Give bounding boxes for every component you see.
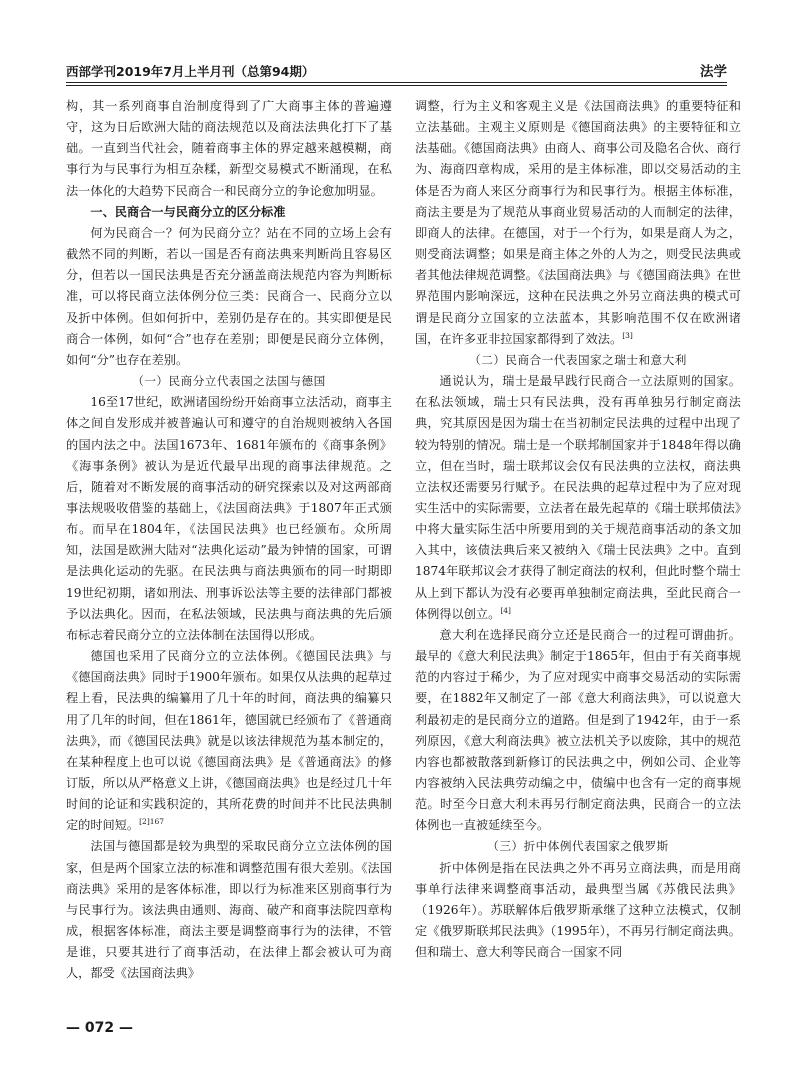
paragraph: 何为民商合一？何为民商分立？站在不同的立场上会有截然不同的判断，若以一国是否有商法典来判断尚且容易区分，但若以一国民法典是否充分涵盖商法规范内容为判断标准，可以将民商立法体例分位三类：民商合一、民商分立以及折中体例。但如何折中，差别仍是存在的。其实即便是民商合一体例，如何“合”也存在差别；即便是民商分立体例，如何“分”也存在差别。 [66, 225, 392, 367]
paragraph: 16至17世纪，欧洲诸国纷纷开始商事立法活动，商事主体之间自发形成并被普遍认可和遵守的自治规则被纳入各国的国内法之中。法国1673年、1681年颁布的《商事条例》《海事条例》被认为是近代最早出现的商事法律规范。之后，随着对不断发展的商事活动的研究探索以及对这两部商事法规吸收借鉴的基础上，《法国商法典》于1807年正式颁布。而早在1804年，《法国民法典》也已经颁布。众所周知，法国是欧洲大陆对“法典化运动”最为钟情的国家，可谓是法典化运动的先驱。在民法典与商法典颁布的同一时期即19世纪初期，诸如刑法、刑事诉讼法等主要的法律部门都被予以法典化。因而，在私法领域，民法典与商法典的先后颁布标志着民商分立的立法体制在法国得以形成。 [66, 395, 392, 642]
section-heading: 一、民商合一与民商分立的区分标准 [90, 204, 286, 219]
paragraph: 折中体例是指在民法典之外不再另立商法典，而是用商事单行法律来调整商事活动，最典型当属《苏俄民法典》（1926年）。苏联解体后俄罗斯承继了这种立法模式，仅制定《俄罗斯联邦民法典》（1995年），不再另行制定商法典。但和瑞士、意大利等民商合一国家不同 [415, 860, 741, 960]
paragraph: 法国与德国都是较为典型的采取民商分立立法体例的国家，但是两个国家立法的标准和调整范围有很大差别。《法国商法典》采用的是客体标准，即以行为标准来区别商事行为与民事行为。该法典由通则、海商、破产和商事法院四章构成，根据客体标准，商法主要是调整商事行为的法律，不管是谁，只要其进行了商事活动，在法律上都会被认可为商人，都受《法国商法典》 [66, 839, 392, 981]
citation-ref: [2]167 [139, 817, 165, 827]
subsection-heading: （一）民商分立代表国之法国与德国 [132, 374, 326, 389]
paragraph-text: 通说认为，瑞士是最早践行民商合一立法原则的国家。在私法领域，瑞士只有民法典，没有再单独另行制定商法典，究其原因是因为瑞士在当初制定民法典的过程中出现了较为特别的情况。瑞士是一个联邦制国家并于1848年得以确立，但在当时，瑞士联邦议会仅有民法典的立法权，商法典立法权还需要另行赋予。在民法典的起草过程中为了应对现实生活中的实际需要，立法者在最先起草的《瑞士联邦债法》中将大量实际生活中所要用到的关于规范商事活动的条文加入其中，该债法典后来又被纳入《瑞士民法典》之中。直到1874年联邦议会才获得了制定商法的权利，但此时整个瑞士从上到下都认为没有必要再单独制定商法典，至此民商合一体例得以创立。 [415, 374, 741, 621]
paragraph-text: 德国也采用了民商分立的立法体例。《德国民法典》与《德国商法典》同时于1900年颁布。如果仅从法典的起草过程上看，民法典的编纂用了几十年的时间，商法典的编纂只用了几年的时间，但在1861年，德国就已经颁布了《普通商法典》，而《德国民法典》就是以该法律规范为基本制定的，在某种程度上也可以说《德国商法典》是《普通商法》的修订版，所以从严格意义上讲，《德国商法典》也是经过几十年时间的论证和实践积淀的，其所花费的时间并不比民法典制定的时间短。 [66, 649, 392, 833]
journal-info: 西部学刊2019年7月上半月刊（总第94期） [66, 64, 315, 79]
paragraph [66, 646, 392, 836]
paragraph [415, 371, 741, 625]
subsection-heading: （三）折中体例代表国家之俄罗斯 [487, 839, 669, 854]
paragraph-text: 调整，行为主义和客观主义是《法国商法典》的重要特征和立法基础。主观主义原则是《德国商法典》的主要特征和立法基础。《德国商法典》由商人、商事公司及隐名合伙、商行为、海商四章构成，采用的是主体标准，即以交易活动的主体是否为商人来区分商事行为和民事行为。根据主体标准，商法主要是为了规范从事商业贸易活动的人而制定的法律，即商人的法律。在德国，对于一个行为，如果是商人为之，则受商法调整；如果是商主体之外的人为之，则受民法典或者其他法律规范调整。《法国商法典》与《德国商法典》在世界范围内影响深远，这种在民法典之外另立商法典的模式可谓是民商分立国家的立法蓝本，其影响范围不仅在欧洲诸国，在许多亚非拉国家都得到了效法。 [415, 99, 741, 346]
paragraph: 构，其一系列商事自治制度得到了广大商事主体的普遍遵守，这为日后欧洲大陆的商法规范以及商法法典化打下了基础。一直到当代社会，随着商事主体的界定越来越模糊，商事行为与民事行为相互杂糅，新型交易模式不断涌现，在私法一体化的大趋势下民商合一和民商分立的争论愈加明显。 [66, 99, 392, 198]
citation-ref: [3] [622, 330, 633, 340]
page-number: — 072 — [66, 1020, 133, 1036]
citation-ref: [4] [500, 605, 511, 615]
subsection-heading: （二）民商合一代表国家之瑞士和意大利 [469, 352, 687, 367]
right-column [415, 96, 741, 963]
page-header [66, 58, 727, 80]
header-rule [66, 82, 727, 83]
paragraph: 意大利在选择民商分立还是民商合一的过程可谓曲折。最早的《意大利民法典》制定于1865年，但由于有关商事规范的内容过于稀少，为了应对现实中商事交易活动的实际需要，在1882年又制定了一部《意大利商法典》，可以说意大利最初走的是民商分立的道路。但是到了1942年，由于一系列原因，《意大利商法典》被立法机关予以废除，其中的规范内容也都被散落到新修订的民法典之中，例如公司、企业等内容被纳入民法典劳动编之中，债编中也含有一定的商事规范。时至今日意大利未再另行制定商法典，民商合一的立法体例也一直被延续至今。 [415, 627, 741, 833]
left-column [66, 96, 392, 985]
section-name: 法学 [700, 64, 727, 80]
paragraph [415, 96, 741, 350]
header-rule-thin [66, 85, 727, 86]
